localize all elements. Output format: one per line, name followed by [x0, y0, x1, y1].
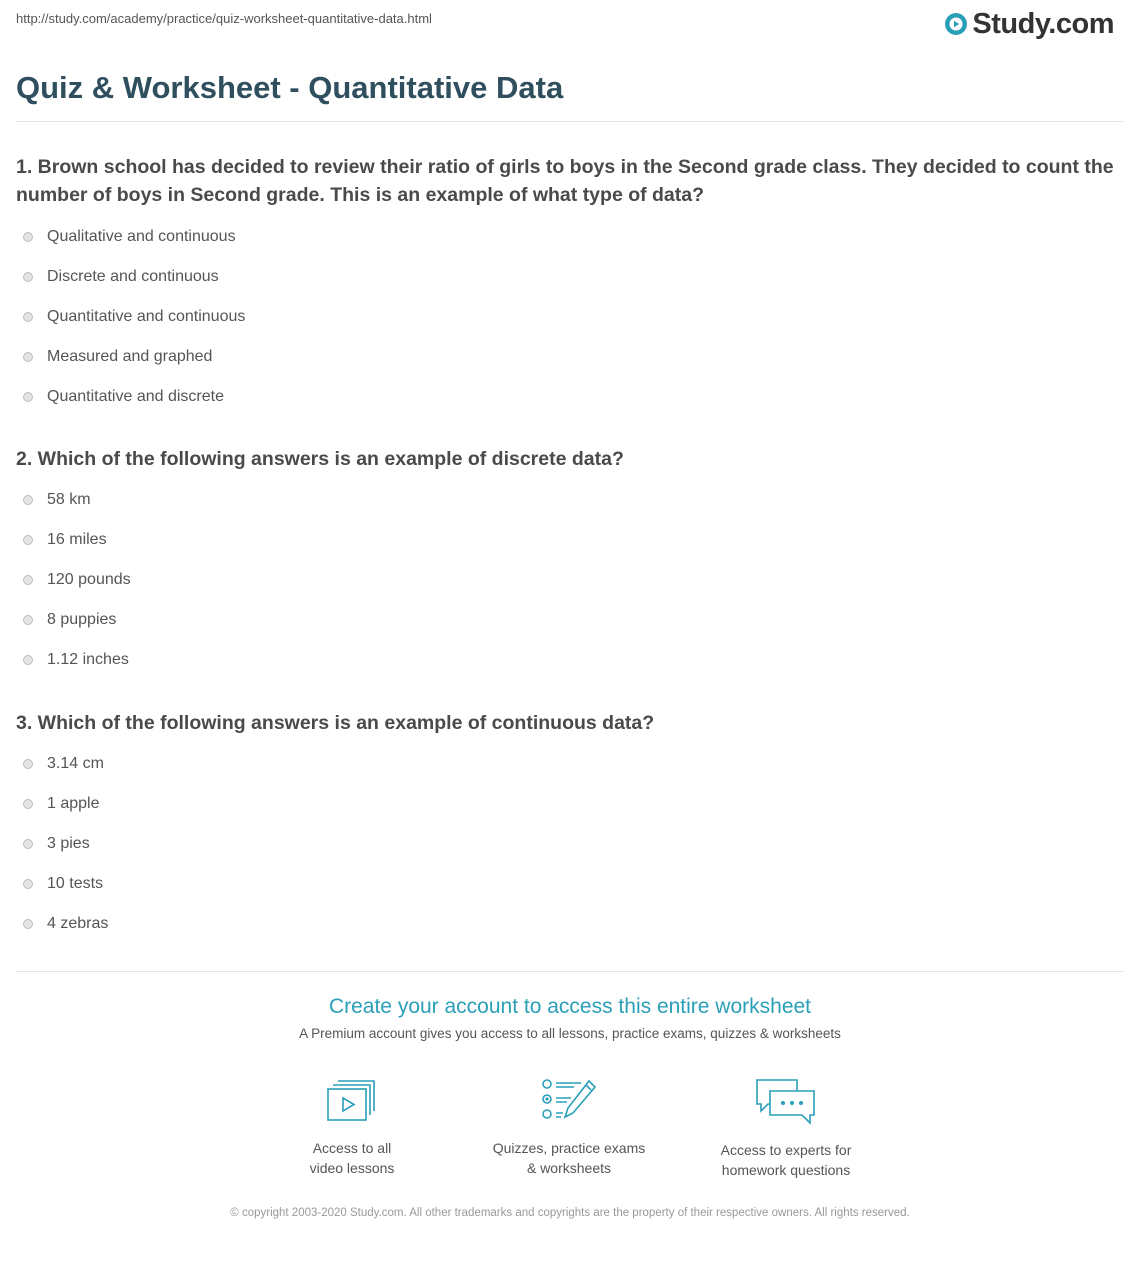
answer-label: 16 miles: [47, 531, 107, 548]
answer-option[interactable]: [16, 784, 1126, 824]
feature-experts: [686, 1077, 886, 1180]
answer-option[interactable]: [16, 520, 1126, 560]
feature-label-line: video lessons: [309, 1160, 395, 1176]
question-2: [16, 445, 1126, 680]
radio-button[interactable]: [23, 272, 33, 282]
video-lessons-icon: [326, 1077, 378, 1123]
answer-option[interactable]: [16, 217, 1126, 257]
page-title: Quiz & Worksheet - Quantitative Data: [16, 70, 564, 105]
feature-label-line: homework questions: [721, 1162, 851, 1178]
radio-button[interactable]: [23, 919, 33, 929]
radio-button[interactable]: [23, 392, 33, 402]
answer-label: 3.14 cm: [47, 755, 104, 772]
question-text: 2. Which of the following answers is an example of discrete data?: [16, 448, 624, 470]
answer-label: 58 km: [47, 491, 91, 508]
feature-label-line: Access to experts for: [720, 1142, 852, 1158]
radio-button[interactable]: [23, 879, 33, 889]
copyright-notice: © copyright 2003-2020 Study.com. All other trademarks and copyrights are the property of their respective owners. All rights reserved.: [230, 1207, 910, 1219]
answer-option[interactable]: [16, 377, 1126, 417]
play-circle-icon: [944, 12, 968, 36]
answer-option[interactable]: [16, 297, 1126, 337]
answer-option[interactable]: [16, 560, 1126, 600]
answer-option[interactable]: [16, 600, 1126, 640]
radio-button[interactable]: [23, 759, 33, 769]
radio-button[interactable]: [23, 799, 33, 809]
feature-label-line: Access to all: [312, 1140, 392, 1156]
study-logo[interactable]: [944, 6, 1114, 42]
answer-label: 8 puppies: [47, 611, 117, 628]
answer-option[interactable]: [16, 824, 1126, 864]
radio-button[interactable]: [23, 615, 33, 625]
quiz-checklist-icon: [541, 1077, 597, 1123]
answer-option[interactable]: [16, 904, 1126, 944]
radio-button[interactable]: [23, 495, 33, 505]
radio-button[interactable]: [23, 312, 33, 322]
radio-button[interactable]: [23, 575, 33, 585]
radio-button[interactable]: [23, 535, 33, 545]
feature-label-line: & worksheets: [526, 1160, 612, 1176]
logo-text: Study.com: [972, 7, 1114, 40]
chat-bubbles-icon: [754, 1077, 818, 1125]
answer-option[interactable]: [16, 257, 1126, 297]
answer-label: Measured and graphed: [47, 348, 213, 365]
question-text: 1. Brown school has decided to review their ratio of girls to boys in the Second grade class. They decided to count the number of boys in Second grade. This is an example of what type of data?: [16, 156, 1114, 206]
feature-label-line: Quizzes, practice exams: [492, 1140, 646, 1156]
page-url: http://study.com/academy/practice/quiz-worksheet-quantitative-data.html: [16, 11, 432, 26]
answer-options: [16, 480, 1126, 680]
answer-label: 1.12 inches: [47, 651, 129, 668]
answer-option[interactable]: [16, 744, 1126, 784]
answer-label: Quantitative and discrete: [47, 388, 224, 405]
answer-label: Qualitative and continuous: [47, 228, 236, 245]
radio-button[interactable]: [23, 655, 33, 665]
answer-label: Quantitative and continuous: [47, 308, 246, 325]
feature-quizzes: [469, 1077, 669, 1178]
answer-option[interactable]: [16, 480, 1126, 520]
question-1: [16, 153, 1126, 417]
answer-option[interactable]: [16, 864, 1126, 904]
answer-label: 3 pies: [47, 835, 90, 852]
feature-video-lessons: [252, 1077, 452, 1178]
promo-subtitle: A Premium account gives you access to all lessons, practice exams, quizzes & worksheets: [299, 1026, 841, 1041]
answer-label: 1 apple: [47, 795, 100, 812]
radio-button[interactable]: [23, 352, 33, 362]
answer-options: [16, 744, 1126, 944]
answer-label: Discrete and continuous: [47, 268, 219, 285]
question-3: [16, 709, 1126, 944]
title-divider: [16, 121, 1124, 122]
radio-button[interactable]: [23, 839, 33, 849]
question-text: 3. Which of the following answers is an example of continuous data?: [16, 712, 655, 734]
answer-option[interactable]: [16, 640, 1126, 680]
answer-label: 10 tests: [47, 875, 104, 892]
promo-divider: [16, 971, 1124, 972]
create-account-link[interactable]: Create your account to access this entire worksheet: [328, 995, 812, 1018]
radio-button[interactable]: [23, 232, 33, 242]
answer-options: [16, 217, 1126, 417]
answer-label: 4 zebras: [47, 915, 109, 932]
answer-label: 120 pounds: [47, 571, 131, 588]
answer-option[interactable]: [16, 337, 1126, 377]
